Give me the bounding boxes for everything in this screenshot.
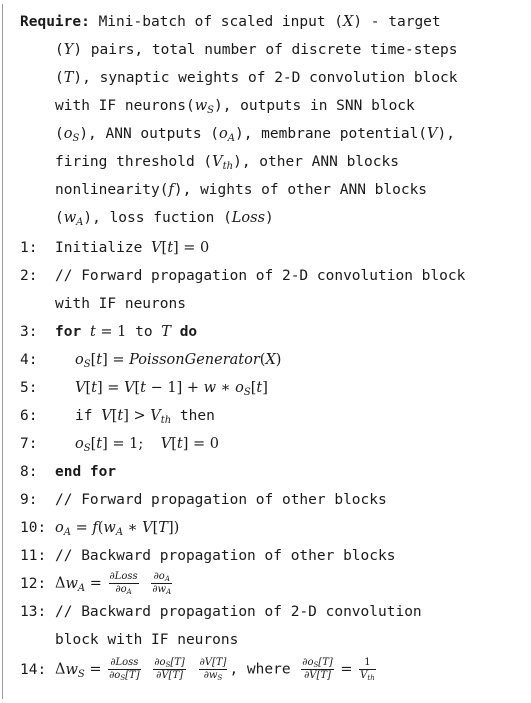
step-number: 4: [20,352,38,368]
step-number: 3: [20,324,38,340]
step-number: 12: [20,576,47,592]
require-line-8: $(w_A)$, loss fuction (Loss) [55,210,274,228]
step-number: 11: [20,548,47,564]
step-9-text: // Forward propagation of other blocks [55,492,387,508]
step-7-text: $o_S[t] = 1$; V[t] = 0 [75,436,219,454]
step-10-text: $o_A = f(w_A$ ∗ V[T]) [55,520,180,538]
left-rule [2,4,3,699]
step-14-text: $\Delta w_S$ = $\frac{\text{∂Loss}}{\partial o_S[T]}$ $\frac{\partial o_S[T]}{\partial V[T]}$ $\frac{\partial V[T]}{\partial w_S}$ , where $\frac{\partial o_S[T]}{\partial V[T]}$ = $\frac{1}{V_{th}}$ [55,657,375,682]
require-line-2: (Y) pairs, total number of discrete time-steps [55,42,458,58]
require-line-4: with IF $neurons(w_S)$, outputs in SNN block [55,98,415,116]
step-4-text: $o_S[t]$ = PoissonGenerator(X) [75,352,282,370]
step-5-text: V[t] = V[t − 1] + w ∗ $o_S[t]$ [75,380,268,398]
step-number: 7: [20,436,38,452]
step-number: 10: [20,520,47,536]
require-line-3: (T), synaptic weights of 2-D convolution block [55,70,458,86]
step-8-text: end for [55,464,117,480]
step-13-text: // Backward propagation of 2-D convolution [55,604,422,620]
require-line-5: $(o_S)$, ANN outputs $(o_A)$, membrane potential(V), [55,126,455,144]
step-12-text: $\Delta w_A$ = $\frac{\text{∂Loss}}{\partial o_A}$ $\frac{\partial o_A}{\partial w_A}$ [55,571,172,596]
step-2-text: // Forward propagation of 2-D convolution block [55,268,466,284]
step-number: 8: [20,464,38,480]
step-1-text: Initialize V[t] = 0 [55,240,210,256]
require-line-7: nonlinearity(f), wights of other ANN blocks [55,182,428,198]
require-line-6: firing threshold $(V_{th})$, other ANN blocks [55,154,399,172]
step-number: 9: [20,492,38,508]
step-number: 6: [20,408,38,424]
step-3-text: for t = 1 to T do [55,324,198,340]
step-6-text: if $V[t] > V_{th}$ then [75,408,215,426]
step-number: 14: [20,662,47,678]
step-number: 1: [20,240,38,256]
require-line-1: Require: Mini-batch of scaled input (X) - target [20,14,441,30]
step-2-cont: with IF neurons [55,296,186,312]
step-number: 13: [20,604,47,620]
step-number: 5: [20,380,38,396]
step-11-text: // Backward propagation of other blocks [55,548,396,564]
step-number: 2: [20,268,38,284]
step-13-cont: block with IF neurons [55,632,239,648]
require-keyword: Require: [20,14,90,30]
